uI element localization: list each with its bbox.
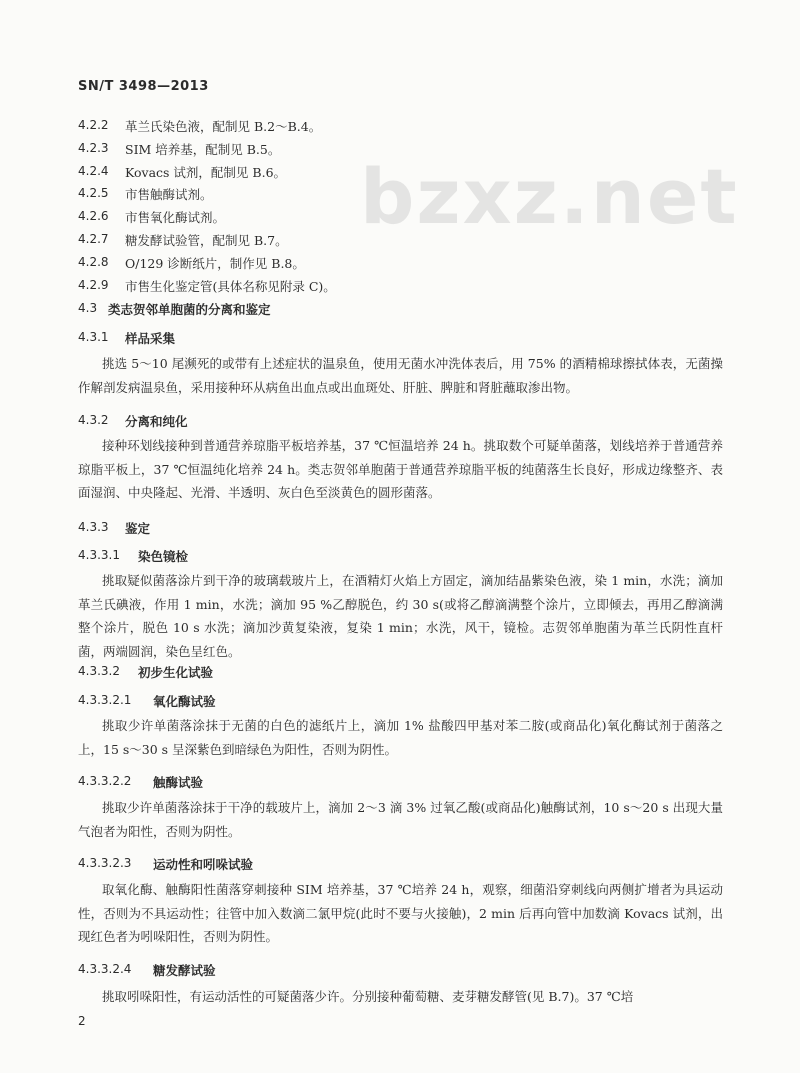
paragraph: 挑取少许单菌落涂抹于无菌的白色的滤纸片上，滴加 1% 盐酸四甲基对苯二胺(或商品化)氧化酶试剂于菌落之上，15 s～30 s 呈深紫色到暗绿色为阳性，否则为阴性。: [78, 718, 723, 757]
section-title: 分离和纯化: [125, 414, 188, 429]
section-number: 4.3.3.1: [78, 548, 120, 562]
item-number: 4.2.3: [78, 141, 109, 155]
section-title: 运动性和吲哚试验: [153, 857, 254, 872]
section-title: 触酶试验: [153, 775, 204, 790]
item-text: O/129 诊断纸片，制作见 B.8。: [125, 256, 305, 271]
watermark-text: bzxz.net: [360, 152, 739, 241]
section-title: 糖发酵试验: [153, 963, 216, 978]
item-number: 4.2.4: [78, 164, 109, 178]
section-title: 初步生化试验: [138, 665, 214, 680]
section-number: 4.3.3.2: [78, 664, 120, 678]
item-number: 4.2.9: [78, 278, 109, 292]
item-text: 糖发酵试验管，配制见 B.7。: [125, 233, 288, 248]
item-text: 市售生化鉴定管(具体名称见附录 C)。: [125, 279, 336, 294]
item-number: 4.2.5: [78, 186, 109, 200]
section-title: 鉴定: [125, 521, 151, 536]
section-number: 4.3.3.2.4: [78, 962, 132, 976]
section-number: 4.3.3: [78, 520, 109, 534]
item-text: SIM 培养基，配制见 B.5。: [125, 142, 281, 157]
standard-code-header: SN/T 3498—2013: [78, 79, 209, 94]
item-number: 4.2.6: [78, 209, 109, 223]
item-text: 市售氧化酶试剂。: [125, 210, 226, 225]
section-number: 4.3.1: [78, 330, 109, 344]
paragraph: 取氧化酶、触酶阳性菌落穿刺接种 SIM 培养基，37 ℃培养 24 h，观察，细菌沿穿刺线向两侧扩增者为具运动性，否则为不具运动性；往管中加入数滴二氯甲烷(此时不要与火接触)，2 min 后再向管中加数滴 Kovacs 试剂，出现红色者为吲哚阳性，否则为阴性。: [78, 882, 723, 944]
page-number: 2: [78, 1014, 86, 1028]
section-title: 样品采集: [125, 331, 176, 346]
section-title: 染色镜检: [138, 549, 189, 564]
item-number: 4.2.2: [78, 118, 109, 132]
section-number: 4.3.3.2.3: [78, 856, 132, 870]
item-text: 革兰氏染色液，配制见 B.2～B.4。: [125, 119, 322, 134]
paragraph: 挑取疑似菌落涂片到干净的玻璃载玻片上，在酒精灯火焰上方固定，滴加结晶紫染色液，染 1 min，水洗；滴加革兰氏碘液，作用 1 min，水洗；滴加 95 %乙醇脱色，约 30 s(或将乙醇滴满整个涂片，立即倾去，再用乙醇滴满整个涂片，脱色 10 s 水洗；滴加沙黄复染液，复染 1 min；水洗，风干，镜检。志贺邻单胞菌为革兰氏阴性直杆菌，两端圆润，染色呈红色。: [78, 573, 723, 659]
paragraph: 挑取少许单菌落涂抹于干净的载玻片上，滴加 2～3 滴 3% 过氧乙酸(或商品化)触酶试剂，10 s～20 s 出现大量气泡者为阳性，否则为阴性。: [78, 800, 723, 839]
section-number: 4.3.3.2.1: [78, 693, 132, 707]
item-text: Kovacs 试剂，配制见 B.6。: [125, 165, 287, 180]
item-number: 4.2.7: [78, 232, 109, 246]
paragraph: 接种环划线接种到普通营养琼脂平板培养基，37 ℃恒温培养 24 h。挑取数个可疑单菌落，划线培养于普通营养琼脂平板上，37 ℃恒温纯化培养 24 h。类志贺邻单胞菌于普通营养琼脂平板的纯菌落生长良好，形成边缘整齐、表面湿润、中央隆起、光滑、半透明、灰白色至淡黄色的圆形菌落。: [78, 438, 723, 500]
item-text: 市售触酶试剂。: [125, 187, 213, 202]
section-number: 4.3.3.2.2: [78, 774, 132, 788]
section-number: 4.3: [78, 301, 98, 315]
item-number: 4.2.8: [78, 255, 109, 269]
section-title: 类志贺邻单胞菌的分离和鉴定: [108, 302, 271, 317]
paragraph: 挑选 5～10 尾濒死的或带有上述症状的温泉鱼，使用无菌水冲洗体表后，用 75% 的酒精棉球擦拭体表，无菌操作解剖发病温泉鱼，采用接种环从病鱼出血点或出血斑处、肝脏、脾脏和肾脏蘸取渗出物。: [78, 356, 723, 395]
section-number: 4.3.2: [78, 413, 109, 427]
paragraph: 挑取吲哚阳性，有运动活性的可疑菌落少许。分别接种葡萄糖、麦芽糖发酵管(见 B.7)。37 ℃培: [102, 989, 634, 1004]
section-title: 氧化酶试验: [153, 694, 216, 709]
